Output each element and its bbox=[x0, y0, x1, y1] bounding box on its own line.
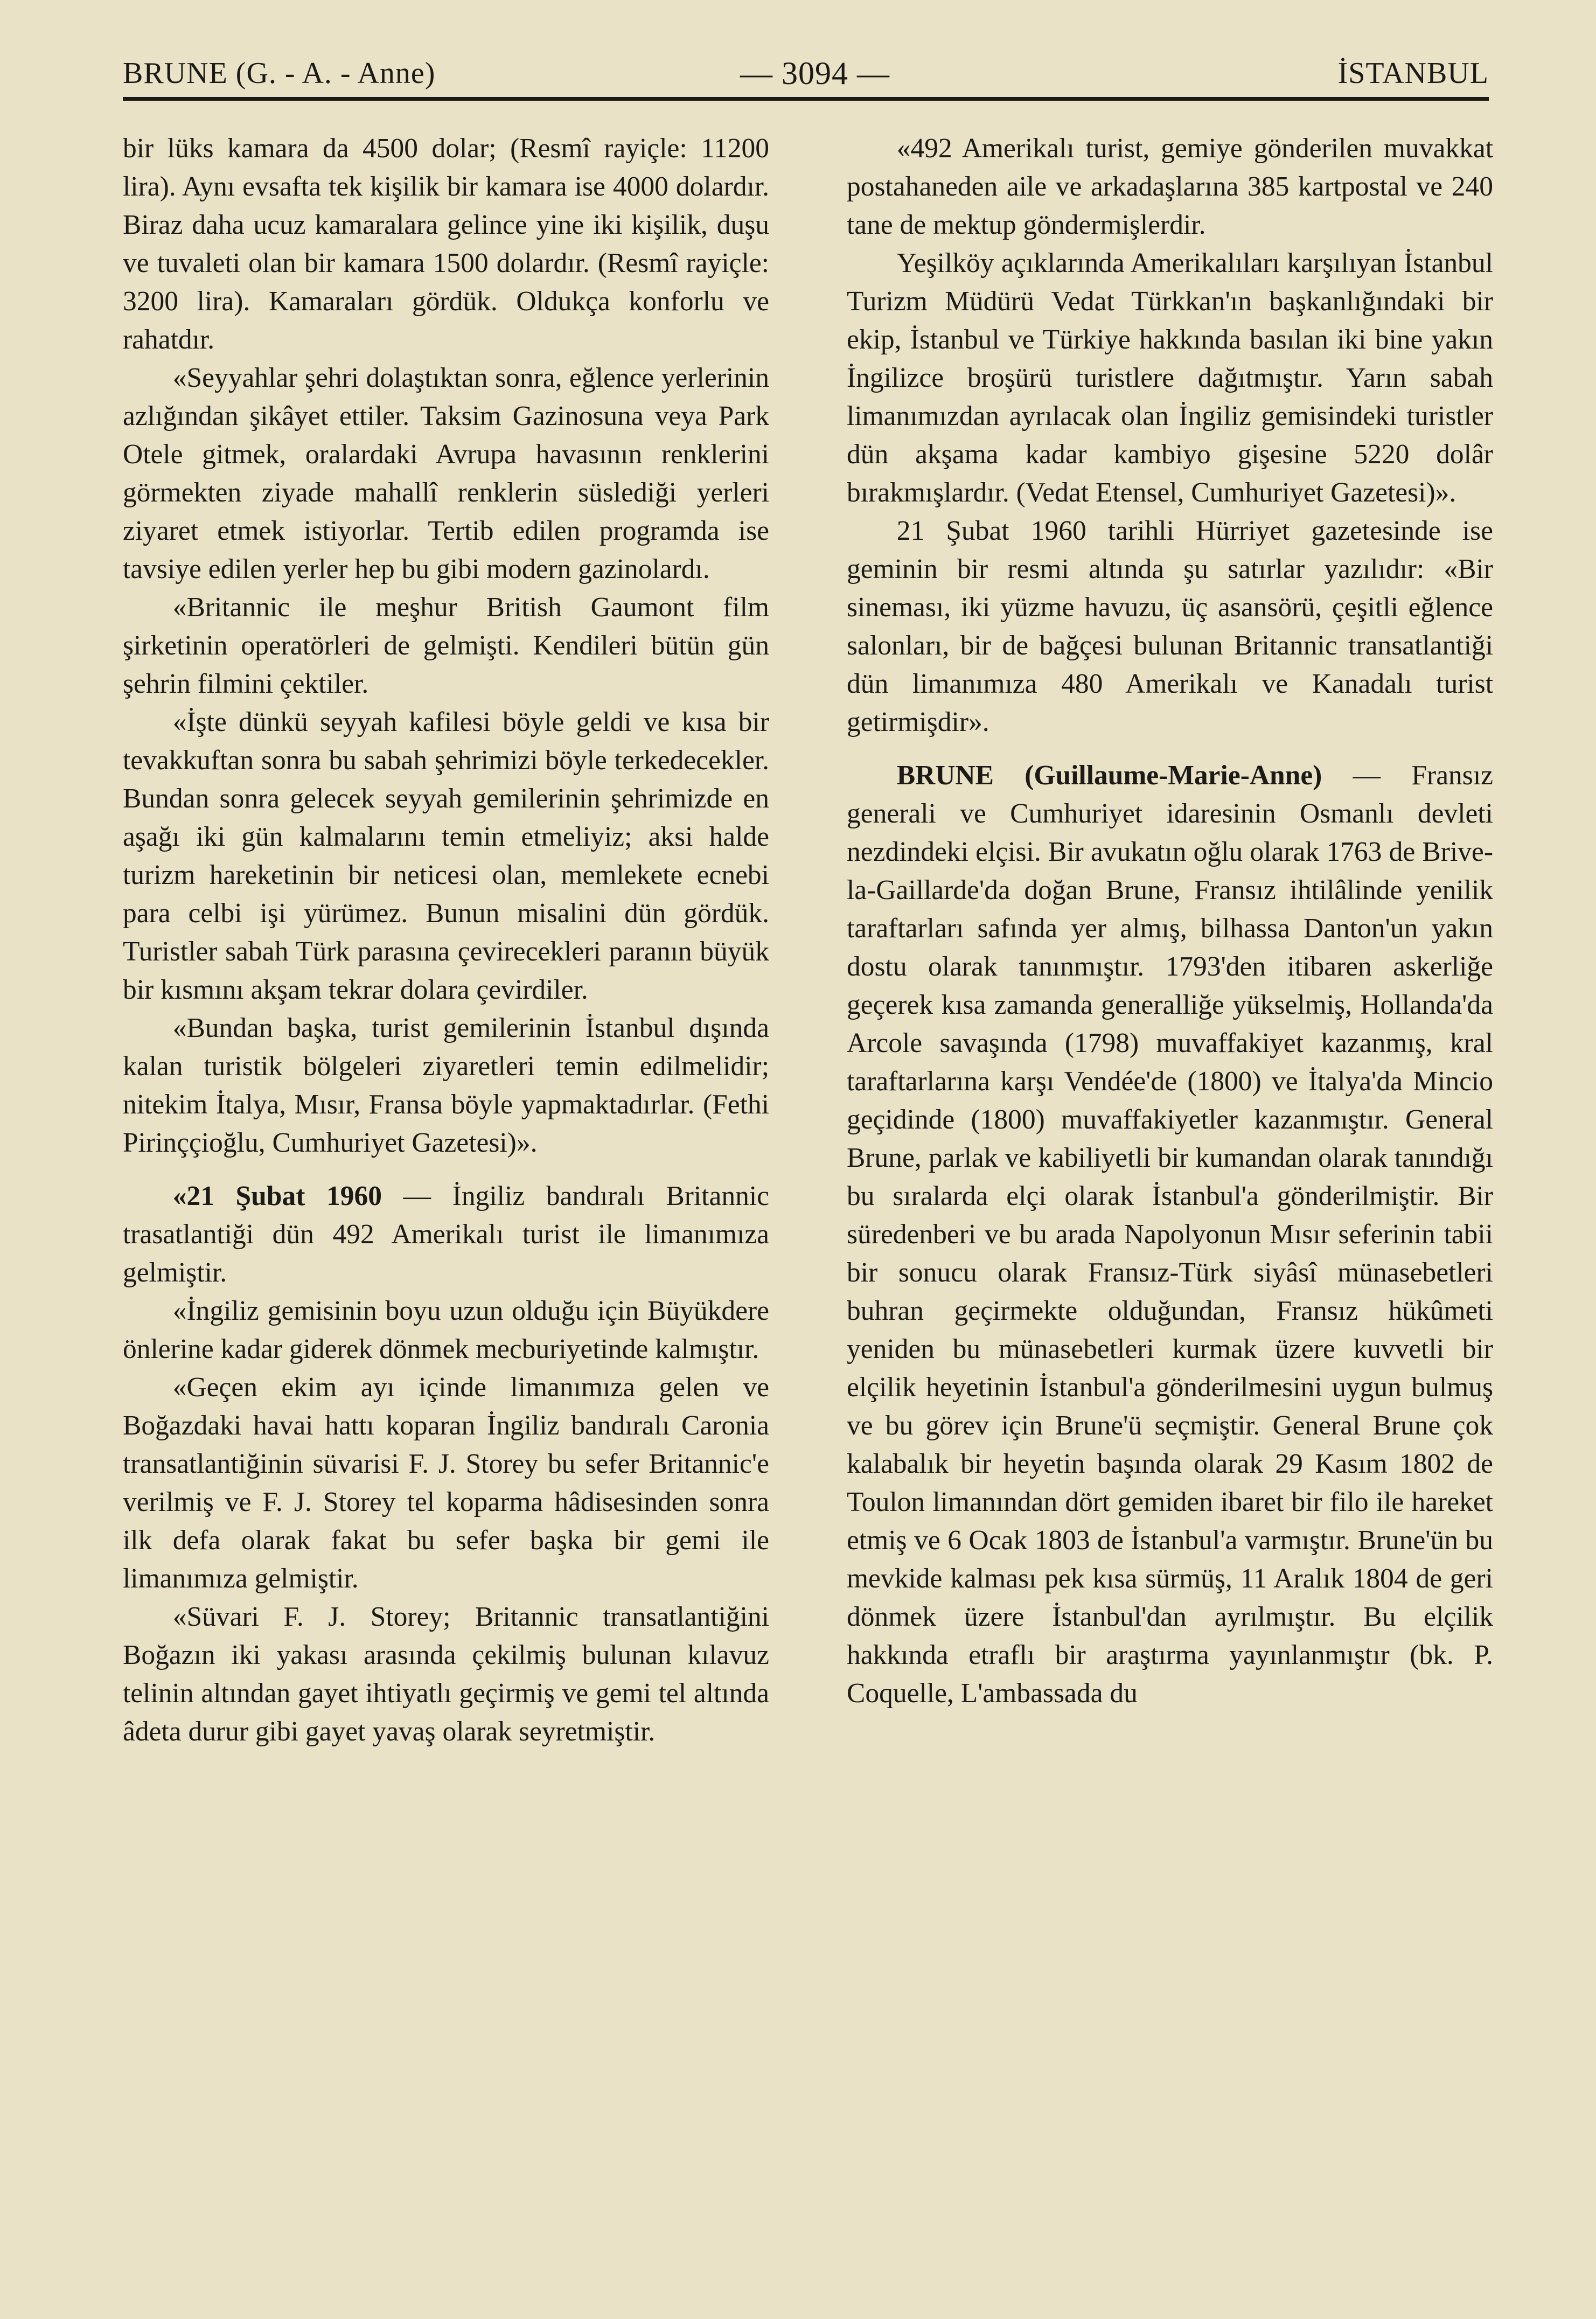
paragraph: «Britannic ile meşhur British Gaumont film şirketinin operatörleri de gelmişti. Kendileri bütün gün şehrin filmini çektiler. bbox=[123, 592, 769, 699]
paragraph: «İşte dünkü seyyah kafilesi böyle geldi ve kısa bir tevakkuftan sonra bu sabah şehrimizi böyle terkedecekler. Bundan sonra gelecek seyyah gemilerinin şehrimizde en aşağı iki gün kalmalarını temin etmeliyiz; aksi halde turizm hareketinin bir neticesi olan, memlekete ecnebi para celbi işi yürümez. Bunun misalini dün gördük. Turistler sabah Türk parasına çevirecekleri paranın büyük bir kısmını akşam tekrar dolara çevirdiler. bbox=[123, 707, 769, 1005]
paragraph-text: — Fransız generali ve Cumhuriyet idaresinin Osmanlı devleti nezdindeki elçisi. Bir avukatın oğlu olarak 1763 de Brive-la-Gaillarde'da doğan Brune, Fransız ihtilâlinde yenilik taraftarları safında yer almış, bilhassa Danton'un yakın dostu olarak tanınmıştır. 1793'den itibaren askerliğe geçerek kısa zamanda generalliğe yükselmiş, Hollanda'da Arcole savaşında (1798) muvaffakiyet kazanmış, kral taraftarlarına karşı Vendée'de (1800) ve İtalya'da Mincio geçidinde (1800) muvaffakiyetler kazanmıştır. General Brune, parlak ve kabiliyetli bir kumandan olarak tanındığı bu sıralarda elçi olarak İstanbul'a gönderilmiştir. Bir süredenberi ve bu arada Napolyonun Mısır seferinin tabii bir sonucu olarak Fransız-Türk siyâsî münasebetleri buhran geçirmekte olduğundan, Fransız hükûmeti yeniden bu münasebetleri kurmak üzere kuvvetli bir elçilik heyetinin İstanbul'a gönderilmesini uygun bulmuş ve bu görev için Brune'ü seçmiştir. General Brune çok kalabalık bir heyetin başında olarak 29 Kasım 1802 de Toulon limanından dört gemiden ibaret bir filo ile hareket etmiş ve 6 Ocak 1803 de İstanbul'a varmıştır. Brune'ün bu mevkide kalması pek kısa sürmüş, 11 Aralık 1804 de geri dönmek üzere İstanbul'dan ayrılmıştır. Bu elçilik hakkında etraflı bir araştırma yayınlanmıştır (bk. P. Coquelle, L'ambassada du bbox=[847, 760, 1494, 1709]
paragraph: «Bundan başka, turist gemilerinin İstanbul dışında kalan turistik bölgeleri ziyaretleri temin edilmelidir; nitekim İtalya, Mısır, Fransa böyle yapmaktadırlar. (Fethi Pirinççioğlu, Cumhuriyet Gazetesi)». bbox=[123, 1013, 769, 1158]
paragraph: «492 Amerikalı turist, gemiye gönderilen muvakkat postahaneden aile ve arkadaşlarına 385 kartpostal ve 240 tane de mektup göndermişlerdir. bbox=[847, 133, 1493, 240]
date-heading: «21 Şubat 1960 bbox=[172, 1181, 382, 1211]
header-volume-title: İSTANBUL bbox=[1337, 57, 1489, 90]
paragraph-text: — İngiliz bandıralı Britannic trasatlantiği dün 492 Amerikalı turist ile limanımıza gelmiştir. bbox=[123, 1181, 769, 1288]
left-column bbox=[123, 129, 769, 1751]
paragraph bbox=[847, 756, 1493, 1712]
paragraph: «Süvari F. J. Storey; Britannic transatlantiğini Boğazın iki yakası arasında çekilmiş bulunan kılavuz telinin altından gayet ihtiyatlı geçirmiş ve gemi tel altında âdeta durur gibi gayet yavaş olarak seyretmiştir. bbox=[123, 1601, 769, 1747]
entry-heading: BRUNE (Guillaume-Marie-Anne) bbox=[896, 760, 1322, 791]
page-number: — 3094 — bbox=[740, 55, 890, 91]
header-rule bbox=[123, 97, 1489, 101]
paragraph: «Seyyahlar şehri dolaştıktan sonra, eğlence yerlerinin azlığından şikâyet ettiler. Taksim Gazinosuna veya Park Otele gitmek, oralardaki Avrupa havasının renklerini görmekten ziyade mahallî renklerin süslediği yerleri ziyaret etmek istiyorlar. Tertib edilen programda ise tavsiye edilen yerler hep bu gibi modern gazinolardı. bbox=[123, 363, 769, 584]
running-header bbox=[123, 52, 1489, 95]
paragraph: «İngiliz gemisinin boyu uzun olduğu için Büyükdere önlerine kadar giderek dönmek mecburiyetinde kalmıştır. bbox=[123, 1296, 769, 1364]
header-entry-name: BRUNE (G. - A. - Anne) bbox=[123, 57, 436, 90]
paragraph bbox=[123, 1177, 769, 1292]
paragraph: Yeşilköy açıklarında Amerikalıları karşılıyan İstanbul Turizm Müdürü Vedat Türkkan'ın başkanlığındaki bir ekip, İstanbul ve Türkiye hakkında basılan iki bine yakın İngilizce broşürü turistlere dağıtmıştır. Yarın sabah limanımızdan ayrılacak olan İngiliz gemisindeki turistler dün akşama kadar kambiyo gişesine 5220 dolâr bırakmışlardır. (Vedat Etensel, Cumhuriyet Gazetesi)». bbox=[847, 248, 1493, 508]
paragraph: bir lüks kamara da 4500 dolar; (Resmî rayiçle: 11200 lira). Aynı evsafta tek kişilik bir kamara ise 4000 dolardır. Biraz daha ucuz kamaralara gelince yine iki kişilik, duşu ve tuvaleti olan bir kamara 1500 dolardır. (Resmî rayiçle: 3200 lira). Kamaraları gördük. Oldukça konforlu ve rahatdır. bbox=[123, 133, 769, 355]
right-column bbox=[847, 129, 1493, 1712]
paragraph: 21 Şubat 1960 tarihli Hürriyet gazetesinde ise geminin bir resmi altında şu satırlar yazılıdır: «Bir sineması, iki yüzme havuzu, üç asansörü, çeşitli eğlence salonları, bir de bağçesi bulunan Britannic transatlantiği dün limanımıza 480 Amerikalı ve Kanadalı turist getirmişdir». bbox=[847, 516, 1493, 737]
paragraph: «Geçen ekim ayı içinde limanımıza gelen ve Boğazdaki havai hattı koparan İngiliz bandıralı Caronia transatlantiğinin süvarisi F. J. Storey bu sefer Britannic'e verilmiş ve F. J. Storey tel koparma hâdisesinden sonra ilk defa olarak fakat bu sefer başka bir gemi ile limanımıza gelmiştir. bbox=[123, 1372, 769, 1594]
